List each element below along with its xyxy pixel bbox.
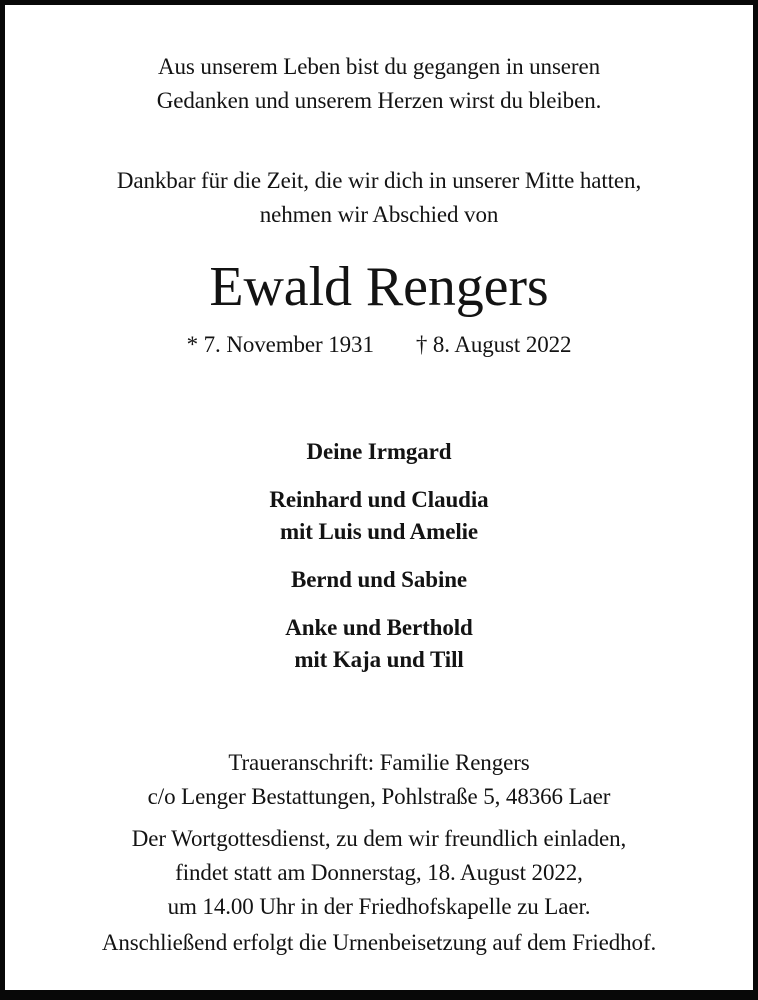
mourners-list [5, 436, 753, 676]
service-info [5, 822, 753, 924]
address-line-1: Traueranschrift: Familie Rengers [228, 750, 530, 775]
closing-line: Anschließend erfolgt die Urnenbeisetzung auf dem Friedhof. [101, 930, 657, 955]
farewell-text [5, 164, 753, 232]
mourner-group-anke [5, 612, 753, 676]
service-line-2: findet statt am Donnerstag, 18. August 2022, [175, 860, 583, 885]
mourner-group-bernd [5, 564, 753, 596]
mourner-line: mit Luis und Amelie [279, 519, 479, 544]
life-dates [5, 328, 753, 362]
intro-line-1: Aus unserem Leben bist du gegangen in unseren [158, 54, 600, 79]
mourner-group-reinhard [5, 484, 753, 548]
mourning-address [5, 746, 753, 814]
mourner-line: Bernd und Sabine [290, 567, 468, 592]
mourner-line: Deine Irmgard [306, 439, 452, 464]
mourner-line: Reinhard und Claudia [269, 487, 489, 512]
farewell-line-1: Dankbar für die Zeit, die wir dich in unserer Mitte hatten, [116, 168, 642, 193]
mourner-group-wife [5, 436, 753, 468]
birth-date: * 7. November 1931 [186, 332, 374, 357]
mourner-line: mit Kaja und Till [294, 647, 464, 672]
service-line-1: Der Wortgottesdienst, zu dem wir freundlich einladen, [131, 826, 627, 851]
deceased-name: Ewald Rengers [209, 256, 549, 318]
service-line-3: um 14.00 Uhr in der Friedhofskapelle zu Laer. [167, 894, 591, 919]
intro-line-2: Gedanken und unserem Herzen wirst du bleiben. [156, 88, 602, 113]
mourner-line: Anke und Berthold [285, 615, 473, 640]
farewell-line-2: nehmen wir Abschied von [259, 202, 499, 227]
death-date: † 8. August 2022 [415, 332, 572, 357]
address-line-2: c/o Lenger Bestattungen, Pohlstraße 5, 48366 Laer [147, 784, 611, 809]
intro-quote [5, 50, 753, 118]
